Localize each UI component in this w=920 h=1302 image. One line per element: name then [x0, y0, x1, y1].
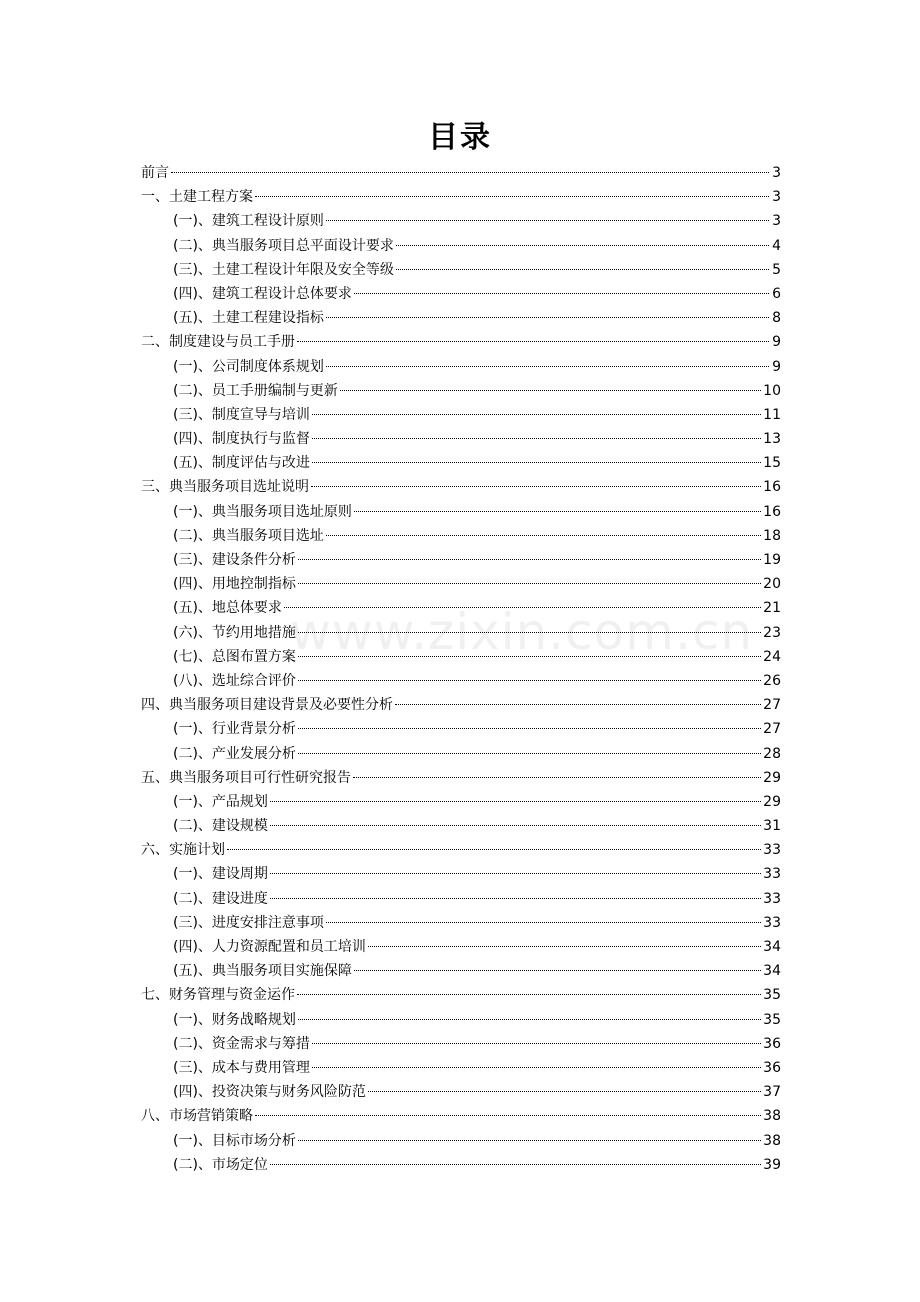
toc-entry-page-number: 3	[772, 213, 781, 230]
toc-entry-page-number: 24	[763, 648, 781, 665]
toc-dot-leader	[312, 1043, 761, 1044]
toc-entry-page-number: 23	[763, 624, 781, 641]
toc-dot-leader	[171, 172, 769, 173]
toc-entry-page-number: 38	[763, 1132, 781, 1149]
toc-entry-label: (六)、节约用地措施	[173, 624, 296, 641]
toc-dot-leader	[298, 656, 761, 657]
toc-entry-page-number: 39	[763, 1156, 781, 1173]
toc-entry[interactable]	[141, 234, 781, 258]
toc-dot-leader	[270, 825, 761, 826]
toc-entry-page-number: 3	[772, 189, 781, 206]
toc-entry[interactable]	[141, 306, 781, 330]
toc-entry-page-number: 31	[763, 818, 781, 835]
toc-dot-leader	[368, 946, 761, 947]
toc-entry-page-number: 28	[763, 745, 781, 762]
toc-dot-leader	[326, 922, 761, 923]
toc-entry-label: (三)、制度宣导与培训	[173, 406, 310, 423]
toc-entry-page-number: 10	[763, 382, 781, 399]
toc-entry[interactable]	[141, 355, 781, 379]
toc-entry-page-number: 16	[763, 479, 781, 496]
toc-entry-page-number: 36	[763, 1059, 781, 1076]
toc-entry[interactable]	[141, 258, 781, 282]
toc-dot-leader	[353, 777, 761, 778]
toc-entry[interactable]	[141, 645, 781, 669]
toc-entry-label: (八)、选址综合评价	[173, 672, 296, 689]
toc-entry-label: (二)、员工手册编制与更新	[173, 382, 338, 399]
toc-entry[interactable]	[141, 500, 781, 524]
toc-dot-leader	[312, 414, 761, 415]
toc-entry-label: (三)、土建工程设计年限及安全等级	[173, 261, 394, 278]
toc-entry[interactable]	[141, 379, 781, 403]
toc-entry[interactable]	[141, 621, 781, 645]
toc-dot-leader	[298, 583, 761, 584]
toc-entry-page-number: 16	[763, 503, 781, 520]
toc-entry[interactable]	[141, 548, 781, 572]
toc-entry-label: (五)、地总体要求	[173, 600, 282, 617]
toc-entry-page-number: 27	[763, 697, 781, 714]
toc-entry-page-number: 15	[763, 455, 781, 472]
toc-entry-page-number: 33	[763, 890, 781, 907]
toc-entry[interactable]	[141, 1032, 781, 1056]
toc-dot-leader	[298, 680, 761, 681]
toc-entry[interactable]	[141, 427, 781, 451]
toc-dot-leader	[227, 849, 761, 850]
toc-dot-leader	[311, 486, 761, 487]
toc-dot-leader	[270, 873, 761, 874]
toc-dot-leader	[340, 390, 761, 391]
toc-entry[interactable]	[141, 1153, 781, 1177]
toc-entry-page-number: 27	[763, 721, 781, 738]
toc-entry-label: (二)、建设进度	[173, 890, 268, 907]
toc-entry-page-number: 5	[772, 261, 781, 278]
toc-dot-leader	[312, 462, 761, 463]
toc-entry-page-number: 13	[763, 431, 781, 448]
toc-dot-leader	[354, 970, 761, 971]
toc-entry-label: (五)、典当服务项目实施保障	[173, 963, 352, 980]
toc-entry[interactable]	[141, 1129, 781, 1153]
toc-entry-label: (四)、投资决策与财务风险防范	[173, 1084, 366, 1101]
toc-entry-label: 七、财务管理与资金运作	[141, 987, 295, 1004]
toc-entry[interactable]	[141, 766, 781, 790]
toc-entry-page-number: 35	[763, 987, 781, 1004]
toc-entry-label: (二)、资金需求与筹措	[173, 1035, 310, 1052]
toc-entry-label: 八、市场营销策略	[141, 1108, 253, 1125]
toc-entry-label: (四)、建筑工程设计总体要求	[173, 285, 352, 302]
toc-entry-label: 二、制度建设与员工手册	[141, 334, 295, 351]
toc-entry-page-number: 34	[763, 963, 781, 980]
toc-entry[interactable]	[141, 403, 781, 427]
toc-entry-page-number: 34	[763, 939, 781, 955]
toc-dot-leader	[255, 196, 769, 197]
toc-entry-page-number: 4	[772, 237, 781, 254]
toc-dot-leader	[284, 607, 761, 608]
toc-dot-leader	[298, 728, 761, 729]
toc-entry[interactable]	[141, 475, 781, 499]
toc-dot-leader	[298, 753, 761, 754]
toc-dot-leader	[298, 559, 761, 560]
toc-dot-leader	[298, 632, 761, 633]
toc-entry[interactable]	[141, 862, 781, 886]
toc-dot-leader	[354, 293, 769, 294]
toc-entry[interactable]	[141, 596, 781, 620]
toc-dot-leader	[312, 1067, 761, 1068]
toc-dot-leader	[298, 1140, 761, 1141]
toc-entry-label: (四)、制度执行与监督	[173, 431, 310, 448]
toc-dot-leader	[255, 1115, 761, 1116]
toc-entry-label: (五)、土建工程建设指标	[173, 310, 324, 327]
toc-entry-label: 四、典当服务项目建设背景及必要性分析	[141, 697, 393, 714]
toc-entry-label: (七)、总图布置方案	[173, 648, 296, 665]
toc-entry-page-number: 9	[772, 334, 781, 351]
toc-entry-label: (五)、制度评估与改进	[173, 455, 310, 472]
toc-entry-page-number: 33	[763, 914, 781, 931]
toc-entry-page-number: 38	[763, 1108, 781, 1125]
toc-entry-page-number: 26	[763, 672, 781, 689]
toc-entry[interactable]	[141, 282, 781, 306]
toc-entry-label: (三)、成本与费用管理	[173, 1059, 310, 1076]
toc-entry[interactable]	[141, 524, 781, 548]
toc-entry-page-number: 3	[772, 165, 781, 181]
toc-entry-label: (四)、人力资源配置和员工培训	[173, 939, 366, 955]
toc-entry-label: (二)、产业发展分析	[173, 745, 296, 762]
toc-entry-label: (一)、典当服务项目选址原则	[173, 503, 352, 520]
toc-entry[interactable]	[141, 1056, 781, 1080]
toc-entry-label: 一、土建工程方案	[141, 189, 253, 206]
toc-entry[interactable]	[141, 911, 781, 935]
toc-entry-page-number: 33	[763, 866, 781, 883]
toc-entry-label: (一)、建筑工程设计原则	[173, 213, 324, 230]
toc-entry-label: (二)、建设规模	[173, 818, 268, 835]
toc-entry-page-number: 11	[763, 406, 781, 423]
toc-entry-label: 六、实施计划	[141, 842, 225, 859]
toc-dot-leader	[326, 220, 769, 221]
table-of-contents	[141, 161, 781, 1177]
toc-entry[interactable]	[141, 790, 781, 814]
toc-entry[interactable]	[141, 1104, 781, 1128]
toc-entry[interactable]	[141, 330, 781, 354]
toc-entry[interactable]	[141, 209, 781, 233]
toc-entry[interactable]	[141, 814, 781, 838]
toc-entry[interactable]	[141, 742, 781, 766]
toc-entry-label: (一)、公司制度体系规划	[173, 358, 324, 375]
toc-dot-leader	[326, 366, 769, 367]
toc-entry-page-number: 8	[772, 310, 781, 327]
toc-entry-label: (一)、目标市场分析	[173, 1132, 296, 1149]
toc-entry[interactable]	[141, 161, 781, 185]
toc-entry[interactable]	[141, 185, 781, 209]
toc-entry[interactable]	[141, 887, 781, 911]
toc-entry-label: (四)、用地控制指标	[173, 576, 296, 593]
toc-entry-label: (二)、市场定位	[173, 1156, 268, 1173]
toc-entry-label: (三)、进度安排注意事项	[173, 914, 324, 931]
toc-entry-page-number: 20	[763, 576, 781, 593]
toc-entry[interactable]	[141, 669, 781, 693]
toc-entry-page-number: 18	[763, 527, 781, 544]
toc-entry-page-number: 6	[772, 285, 781, 302]
toc-dot-leader	[396, 245, 769, 246]
toc-entry[interactable]	[141, 935, 781, 959]
toc-dot-leader	[297, 341, 769, 342]
toc-dot-leader	[326, 317, 769, 318]
toc-entry-page-number: 21	[763, 600, 781, 617]
toc-entry-page-number: 29	[763, 793, 781, 810]
toc-entry-label: 三、典当服务项目选址说明	[141, 479, 309, 496]
toc-entry-label: (一)、行业背景分析	[173, 721, 296, 738]
toc-entry[interactable]	[141, 1008, 781, 1032]
toc-entry[interactable]	[141, 572, 781, 596]
toc-dot-leader	[270, 898, 761, 899]
toc-entry-page-number: 33	[763, 842, 781, 859]
toc-entry-label: (二)、典当服务项目总平面设计要求	[173, 237, 394, 254]
toc-entry[interactable]	[141, 717, 781, 741]
toc-entry-page-number: 29	[763, 769, 781, 786]
page-title: 目录	[428, 120, 492, 155]
toc-entry[interactable]	[141, 1080, 781, 1104]
toc-dot-leader	[312, 438, 761, 439]
toc-entry-page-number: 9	[772, 358, 781, 375]
toc-entry-page-number: 36	[763, 1035, 781, 1052]
toc-entry-label: (一)、产品规划	[173, 793, 268, 810]
toc-entry[interactable]	[141, 838, 781, 862]
toc-entry-label: 五、典当服务项目可行性研究报告	[141, 769, 351, 786]
toc-dot-leader	[270, 1164, 761, 1165]
toc-entry-label: (一)、建设周期	[173, 866, 268, 883]
toc-dot-leader	[395, 704, 761, 705]
toc-entry-page-number: 37	[763, 1084, 781, 1101]
toc-dot-leader	[326, 535, 761, 536]
toc-dot-leader	[270, 801, 761, 802]
toc-entry[interactable]	[141, 983, 781, 1007]
toc-dot-leader	[354, 511, 761, 512]
toc-entry-label: (一)、财务战略规划	[173, 1011, 296, 1028]
toc-entry[interactable]	[141, 451, 781, 475]
watermark: www.zixin.com.cn	[290, 603, 754, 661]
toc-dot-leader	[396, 269, 769, 270]
toc-entry[interactable]	[141, 959, 781, 983]
toc-entry-label: (二)、典当服务项目选址	[173, 527, 324, 544]
toc-dot-leader	[298, 1019, 761, 1020]
toc-entry[interactable]	[141, 693, 781, 717]
toc-entry-label: 前言	[141, 165, 169, 181]
toc-entry-page-number: 19	[763, 552, 781, 568]
toc-entry-label: (三)、建设条件分析	[173, 552, 296, 568]
toc-entry-page-number: 35	[763, 1011, 781, 1028]
toc-dot-leader	[297, 994, 761, 995]
toc-dot-leader	[368, 1091, 761, 1092]
